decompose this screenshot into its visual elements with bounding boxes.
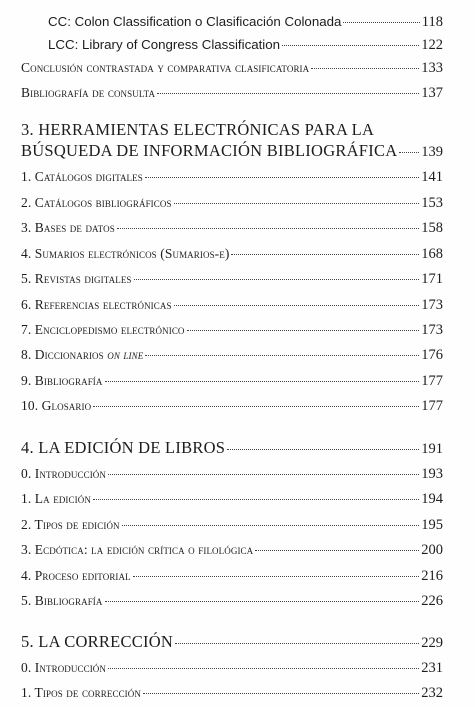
toc-entry (0, 266, 475, 288)
toc-entry-page: 122 (421, 37, 443, 53)
toc-entry-lcc (0, 32, 475, 54)
toc-entry-label: 2. Tipos de edición (21, 517, 120, 532)
toc-entry-label: 3. Ecdótica: la edición crítica o filológica (21, 542, 254, 557)
toc-entry-bibliografia-consulta (0, 80, 475, 102)
leader-dots (157, 77, 419, 94)
leader-dots (231, 238, 419, 255)
toc-entry (0, 292, 475, 314)
chapter-4-title: 4. LA EDICIÓN DE LIBROS (21, 438, 226, 457)
leader-dots (122, 509, 420, 526)
toc-entry-page: 216 (421, 568, 443, 584)
toc-entry-page: 176 (421, 347, 443, 363)
toc-entry-label: LCC: Library of Congress Classification (48, 37, 281, 52)
toc-entry-page: 173 (421, 297, 443, 313)
toc-entry-page: 191 (421, 441, 443, 457)
toc-entry (0, 368, 475, 390)
toc-entry-page: 141 (421, 169, 443, 185)
leader-dots (93, 390, 419, 407)
toc-entry (0, 655, 475, 677)
leader-dots (174, 289, 420, 306)
toc-entry (0, 486, 475, 508)
leader-dots (145, 339, 419, 356)
toc-entry-label: 6. Referencias electrónicas (21, 297, 172, 312)
toc-entry-page: 193 (421, 466, 443, 482)
toc-entry-page: 158 (421, 220, 443, 236)
chapter-3-title-line1: 3. HERRAMIENTAS ELECTRÓNICAS PARA LA (21, 120, 375, 139)
toc-entry (0, 317, 475, 339)
toc-entry-page: 133 (421, 60, 443, 76)
toc-entry-label: 0. Introducción (21, 466, 106, 481)
toc-chapter-4 (0, 436, 475, 458)
toc-entry-page: 231 (421, 660, 443, 676)
leader-dots (133, 560, 420, 577)
toc-entry-label: 5. Bibliografía (21, 593, 103, 608)
toc-entry-label: 2. Catálogos bibliográficos (21, 195, 172, 210)
toc-entry-page: 168 (421, 246, 443, 262)
leader-dots (311, 52, 419, 69)
leader-dots (145, 161, 419, 178)
toc-entry-page: 232 (421, 685, 443, 701)
toc-entry (0, 588, 475, 610)
toc-entry-page: 229 (421, 635, 443, 651)
toc-entry-cc (0, 9, 475, 31)
toc-entry-page: 177 (421, 373, 443, 389)
leader-dots (175, 627, 419, 644)
leader-dots (187, 314, 420, 331)
chapter-5-title: 5. LA CORRECCIÓN (21, 632, 174, 651)
toc-entry (0, 563, 475, 585)
toc-entry-label: 5. Revistas digitales (21, 271, 132, 286)
toc-entry (0, 461, 475, 483)
toc-chapter-3 (0, 139, 475, 161)
leader-dots (227, 433, 419, 450)
toc-entry-label: CC: Colon Classification o Clasificación Colonada (48, 14, 342, 29)
toc-entry-page: 194 (421, 491, 443, 507)
toc-entry-label: 4. Proceso editorial (21, 568, 131, 583)
toc-entry (0, 537, 475, 559)
toc-entry-label: 9. Bibliografía (21, 373, 103, 388)
toc-entry (0, 241, 475, 263)
toc-entry-label-italic: on line (107, 347, 144, 362)
toc-entry-page: 200 (421, 542, 443, 558)
toc-entry (0, 393, 475, 415)
leader-dots (143, 677, 419, 694)
toc-entry-label: 7. Enciclopedismo electrónico (21, 322, 185, 337)
leader-dots (134, 263, 420, 280)
toc-entry-page: 137 (421, 85, 443, 101)
chapter-3-title-line2: BÚSQUEDA DE INFORMACIÓN BIBLIOGRÁFICA (21, 141, 398, 160)
toc-entry-conclusion (0, 55, 475, 77)
toc-entry-page: 171 (421, 271, 443, 287)
leader-dots (108, 458, 419, 475)
toc-entry-page: 173 (421, 322, 443, 338)
toc-entry-page: 118 (421, 14, 443, 30)
toc-entry-page: 153 (421, 195, 443, 211)
leader-dots (343, 6, 419, 23)
leader-dots (105, 365, 420, 382)
toc-entry-page: 195 (421, 517, 443, 533)
toc-entry-label: 1. La edición (21, 491, 91, 506)
leader-dots (108, 652, 419, 669)
toc-entry (0, 342, 475, 364)
toc-entry-page: 226 (421, 593, 443, 609)
leader-dots (399, 136, 419, 153)
toc-entry (0, 680, 475, 702)
toc-entry-label: 4. Sumarios electrónicos (Sumarios-e) (21, 246, 230, 261)
toc-entry (0, 512, 475, 534)
toc-entry-label-text: 8. Diccionarios (21, 347, 108, 362)
toc-entry-label: Bibliografía de consulta (21, 85, 156, 100)
leader-dots (105, 585, 420, 602)
leader-dots (282, 29, 419, 46)
leader-dots (117, 212, 419, 229)
toc-entry-label: 1. Catálogos digitales (21, 169, 143, 184)
toc-entry-page: 139 (421, 144, 443, 160)
toc-entry-label: 0. Introducción (21, 660, 106, 675)
toc-entry-label: Conclusión contrastada y comparativa clasificatoria (21, 60, 310, 75)
toc-entry (0, 190, 475, 212)
toc-entry-label (21, 347, 143, 363)
toc-entry (0, 164, 475, 186)
toc-entry-page: 177 (421, 398, 443, 414)
leader-dots (93, 483, 419, 500)
leader-dots (174, 187, 420, 204)
leader-dots (255, 534, 419, 551)
toc-entry-label: 3. Bases de datos (21, 220, 115, 235)
toc-chapter-5 (0, 630, 475, 652)
toc-entry-label: 10. Glosario (21, 398, 92, 413)
toc-entry (0, 215, 475, 237)
toc-entry-label: 1. Tipos de corrección (21, 685, 141, 700)
